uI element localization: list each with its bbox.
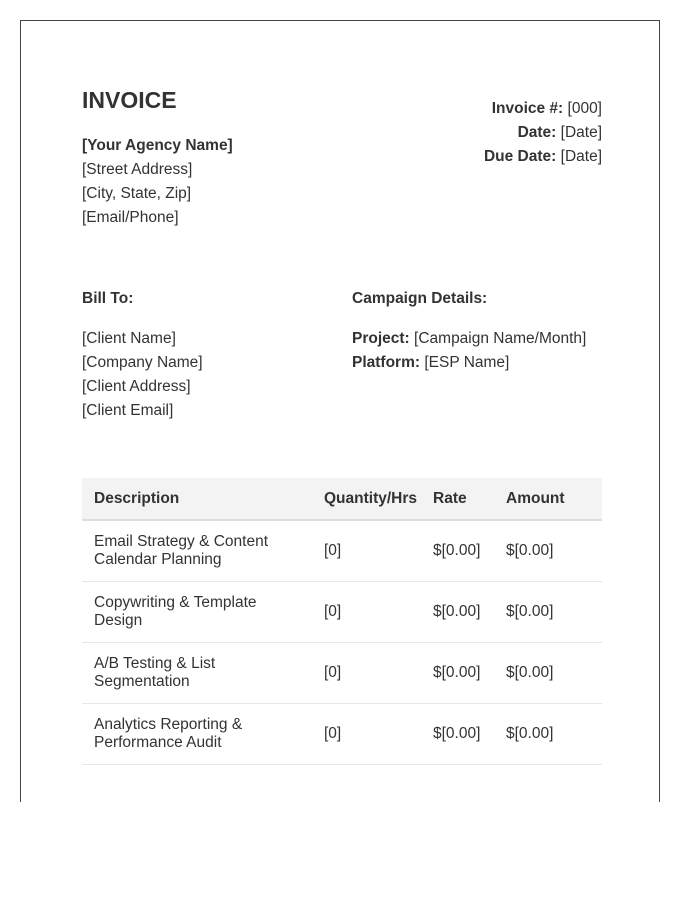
- campaign-project-label: Project:: [352, 330, 410, 347]
- campaign-platform-line: [352, 351, 586, 375]
- invoice-date-line: [484, 121, 602, 145]
- row-amount: $[0.00]: [494, 703, 602, 764]
- table-row: [82, 581, 602, 642]
- agency-contact: [Email/Phone]: [82, 209, 179, 226]
- campaign-heading: Campaign Details:: [352, 290, 488, 307]
- row-quantity: [0]: [312, 642, 421, 703]
- row-description: Copywriting & Template Design: [94, 593, 257, 629]
- invoice-content: [82, 87, 602, 751]
- row-amount: $[0.00]: [494, 520, 602, 581]
- agency-street: [Street Address]: [82, 161, 193, 178]
- header-quantity: Quantity/Hrs: [312, 478, 421, 520]
- invoice-due-line: [484, 145, 602, 169]
- invoice-due-value: [Date]: [560, 148, 602, 165]
- invoice-due-label: Due Date:: [483, 148, 557, 165]
- row-description: Analytics Reporting & Performance Audit: [94, 715, 243, 751]
- invoice-number-line: [484, 97, 602, 121]
- row-quantity: [0]: [312, 703, 421, 764]
- table-row: [82, 703, 602, 764]
- client-name: [Client Name]: [82, 330, 176, 347]
- campaign-project-line: [352, 327, 586, 351]
- client-email: [Client Email]: [82, 402, 174, 419]
- invoice-date-label: Date:: [517, 124, 557, 141]
- row-description-cell: [82, 581, 312, 642]
- header-description: Description: [82, 478, 312, 520]
- row-amount: $[0.00]: [494, 642, 602, 703]
- table-row: [82, 642, 602, 703]
- invoice-date-value: [Date]: [560, 124, 602, 141]
- agency-city: [City, State, Zip]: [82, 185, 192, 202]
- bill-to-heading: Bill To:: [82, 290, 134, 307]
- row-rate: $[0.00]: [421, 642, 494, 703]
- client-address: [Client Address]: [82, 378, 191, 395]
- table-header-row: [82, 478, 602, 520]
- row-description: Email Strategy & Content Calendar Planning: [94, 532, 269, 568]
- client-company: [Company Name]: [82, 354, 203, 371]
- header-rate: Rate: [421, 478, 494, 520]
- invoice-sheet: [20, 20, 660, 802]
- invoice-title: INVOICE: [82, 87, 177, 113]
- row-rate: $[0.00]: [421, 703, 494, 764]
- bill-to-section: [82, 287, 203, 423]
- invoice-number-label: Invoice #:: [491, 100, 564, 117]
- row-rate: $[0.00]: [421, 581, 494, 642]
- campaign-platform-label: Platform:: [352, 354, 421, 371]
- row-description-cell: [82, 520, 312, 581]
- campaign-platform-value: [ESP Name]: [424, 354, 510, 371]
- line-items-table: [82, 478, 602, 765]
- invoice-number-value: [000]: [567, 100, 602, 117]
- agency-name: [Your Agency Name]: [82, 137, 233, 154]
- row-amount: $[0.00]: [494, 581, 602, 642]
- invoice-meta: [484, 97, 602, 169]
- row-quantity: [0]: [312, 520, 421, 581]
- row-description-cell: [82, 703, 312, 764]
- row-quantity: [0]: [312, 581, 421, 642]
- campaign-project-value: [Campaign Name/Month]: [414, 330, 587, 347]
- campaign-section: [352, 287, 586, 375]
- row-rate: $[0.00]: [421, 520, 494, 581]
- row-description: A/B Testing & List Segmentation: [94, 654, 216, 690]
- row-description-cell: [82, 642, 312, 703]
- table-row: [82, 520, 602, 581]
- header-amount: Amount: [494, 478, 602, 520]
